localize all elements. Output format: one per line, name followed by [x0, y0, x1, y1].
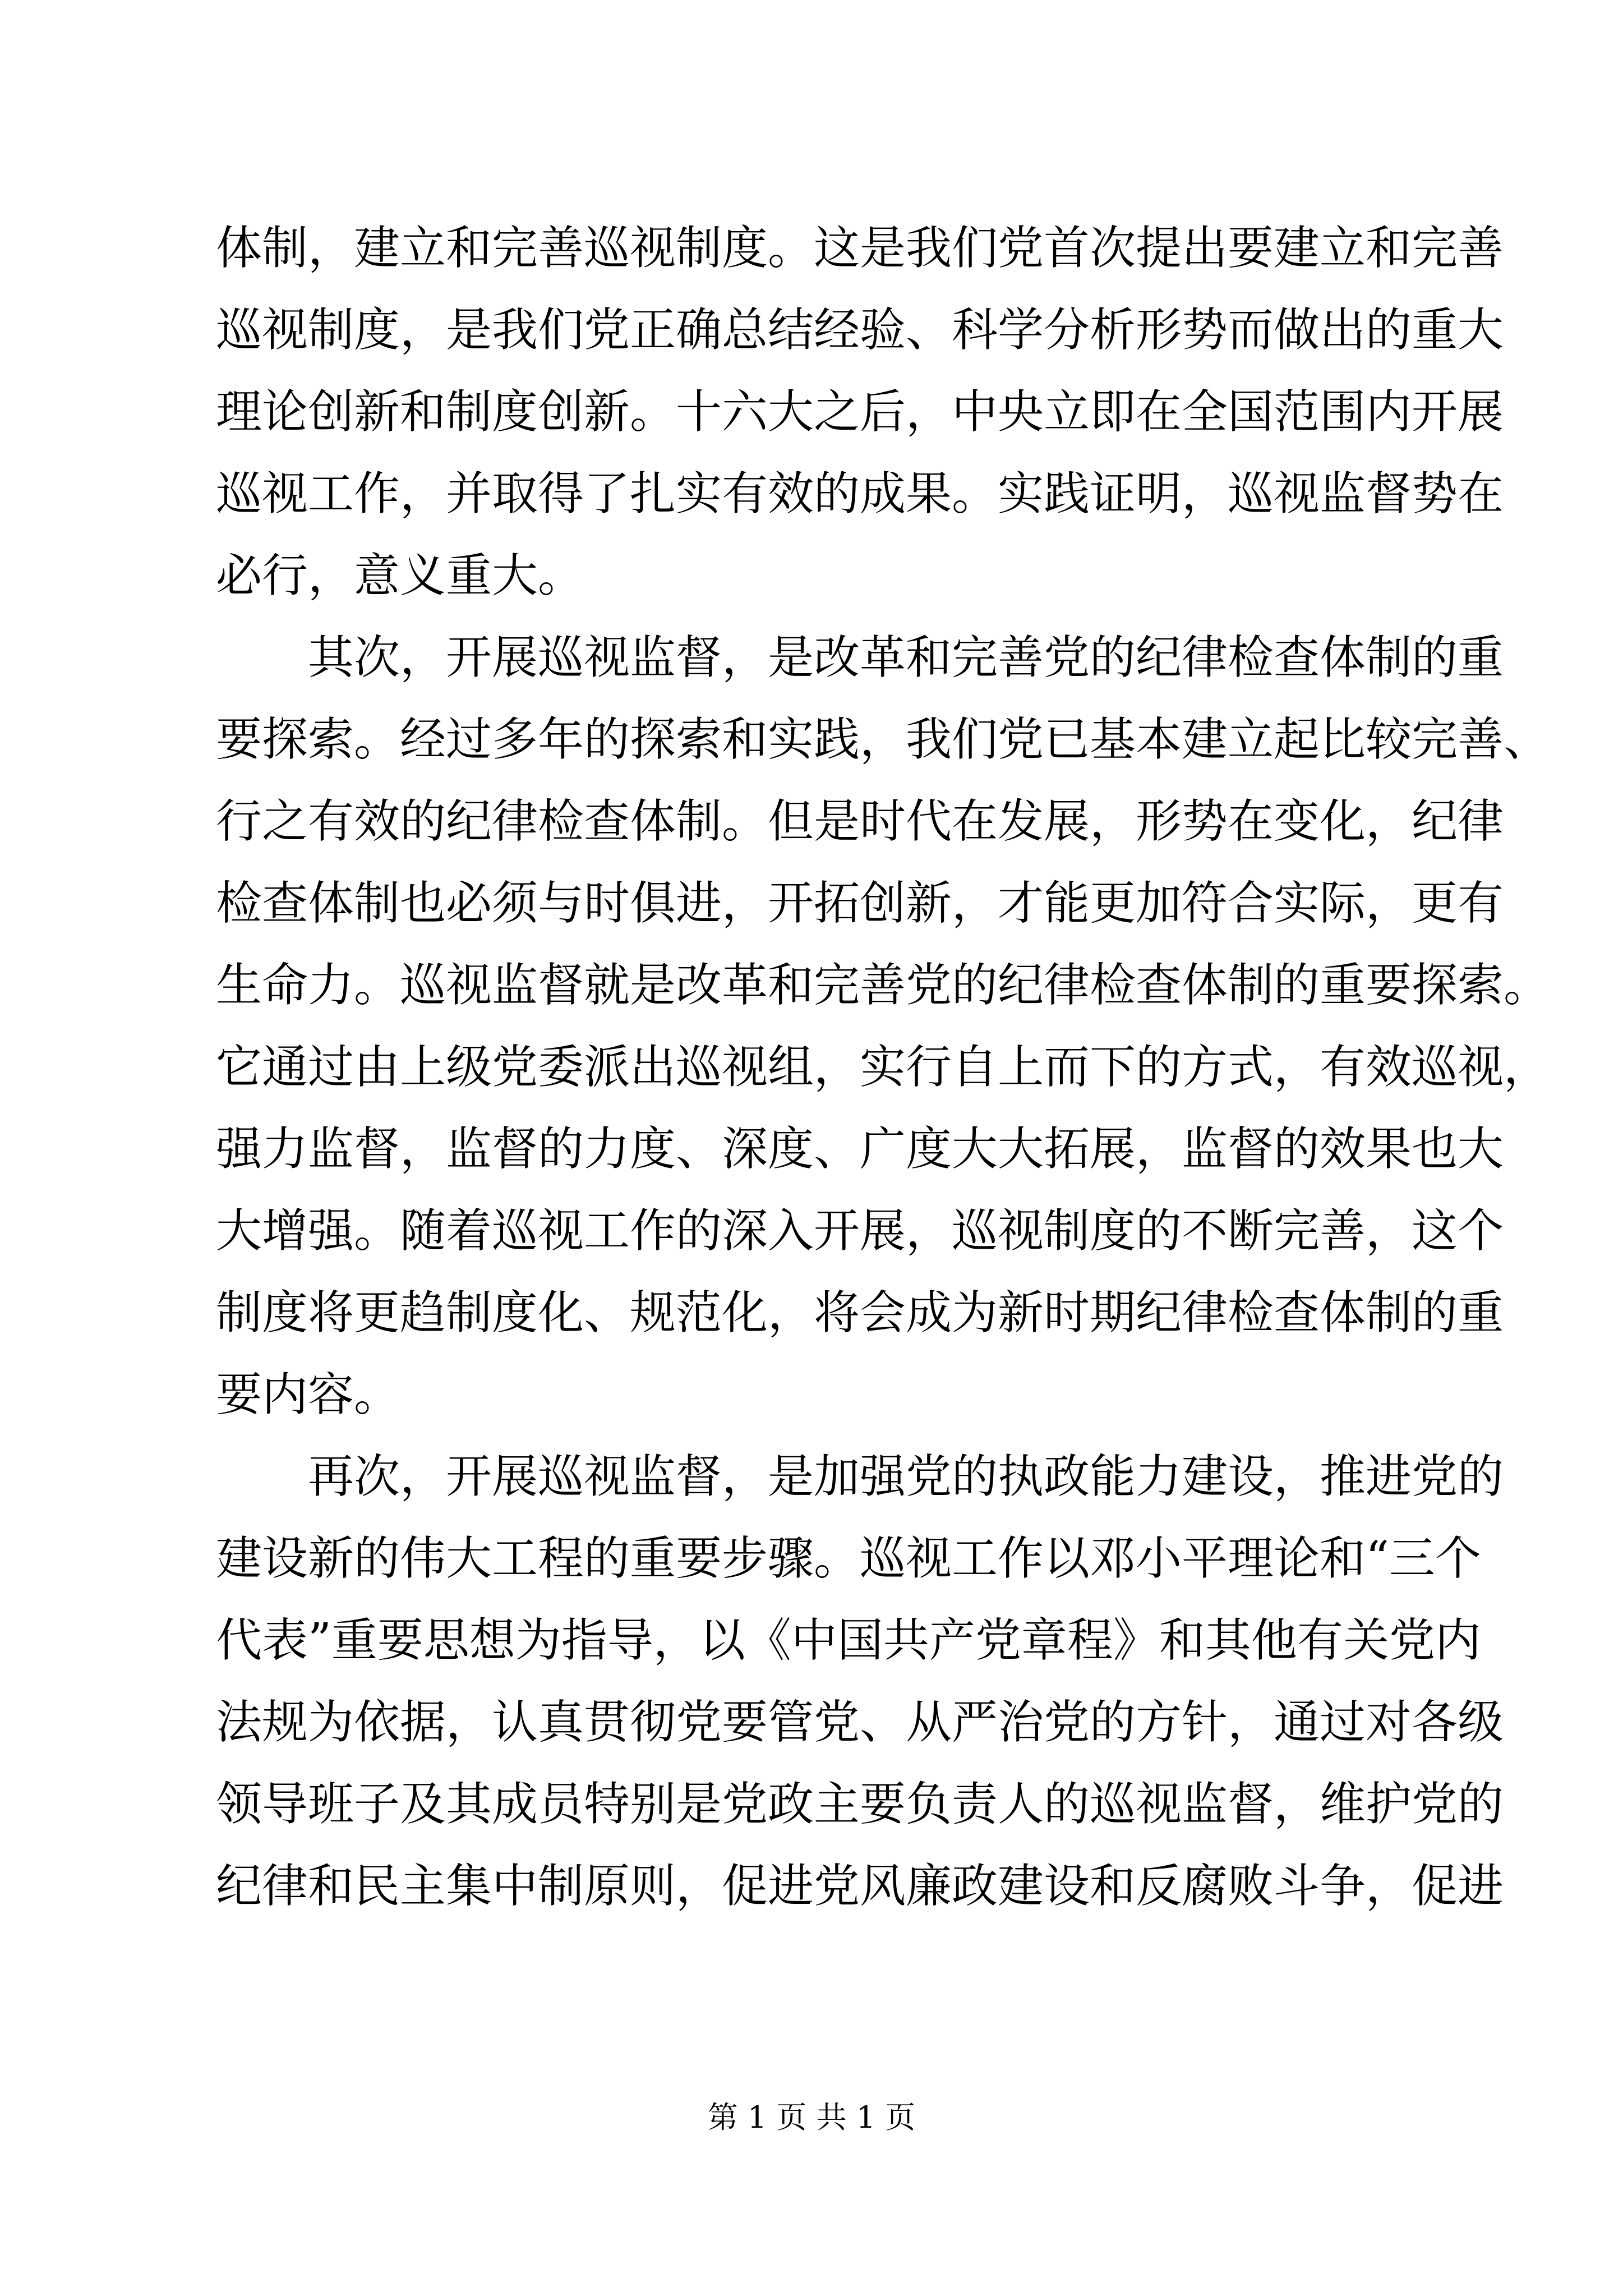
text-line: 法规为依据，认真贯彻党要管党、从严治党的方针，通过对各级 [216, 1696, 1504, 1749]
page-footer [0, 2098, 1623, 2137]
text-line: 强力监督，监督的力度、深度、广度大大拓展，监督的效果也大 [216, 1122, 1504, 1176]
text-line: 它通过由上级党委派出巡视组，实行自上而下的方式，有效巡视， [216, 1041, 1550, 1094]
text-line: 检查体制也必须与时俱进，开拓创新，才能更加符合实际，更有 [216, 877, 1504, 930]
text-line: 要探索。经过多年的探索和实践，我们党已基本建立起比较完善、 [216, 713, 1550, 766]
text-line: 行之有效的纪律检查体制。但是时代在发展，形势在变化，纪律 [216, 795, 1504, 848]
text-line: 要内容。 [216, 1368, 400, 1421]
page-number-label: 第 1 页 共 1 页 [707, 2100, 916, 2135]
text-line: 建设新的伟大工程的重要步骤。巡视工作以邓小平理论和“三个 [216, 1532, 1481, 1585]
text-line: 其次，开展巡视监督，是改革和完善党的纪律检查体制的重 [308, 631, 1504, 684]
text-line: 巡视制度，是我们党正确总结经验、科学分析形势而做出的重大 [216, 303, 1504, 357]
text-line: 巡视工作，并取得了扎实有效的成果。实践证明，巡视监督势在 [216, 467, 1504, 521]
text-line: 体制，建立和完善巡视制度。这是我们党首次提出要建立和完善 [216, 222, 1504, 275]
text-line: 理论创新和制度创新。十六大之后，中央立即在全国范围内开展 [216, 385, 1504, 439]
text-line: 生命力。巡视监督就是改革和完善党的纪律检查体制的重要探索。 [216, 959, 1550, 1012]
text-line: 代表”重要思想为指导，以《中国共产党章程》和其他有关党内 [216, 1614, 1481, 1667]
text-line: 制度将更趋制度化、规范化，将会成为新时期纪律检查体制的重 [216, 1286, 1504, 1340]
text-line: 再次，开展巡视监督，是加强党的执政能力建设，推进党的 [308, 1450, 1504, 1503]
text-line: 必行，意义重大。 [216, 549, 584, 602]
text-line: 纪律和民主集中制原则，促进党风廉政建设和反腐败斗争，促进 [216, 1860, 1504, 1913]
text-line: 领导班子及其成员特别是党政主要负责人的巡视监督，维护党的 [216, 1778, 1504, 1831]
document-body [216, 208, 1550, 1927]
text-line: 大增强。随着巡视工作的深入开展，巡视制度的不断完善，这个 [216, 1204, 1504, 1258]
